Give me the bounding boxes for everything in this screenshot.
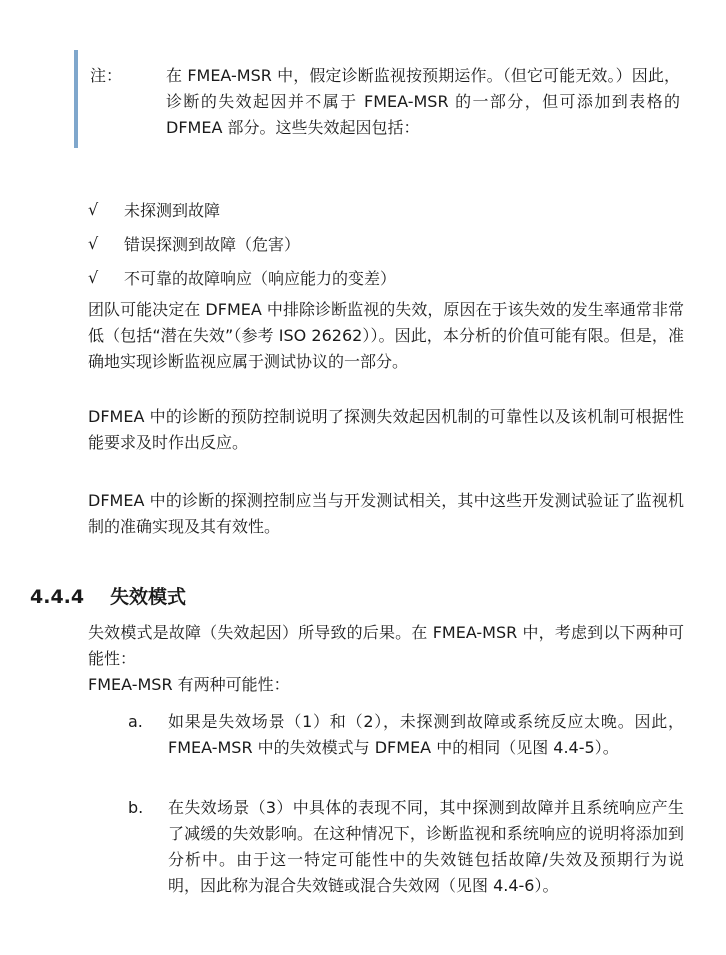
check-item-text: 未探测到故障: [124, 200, 221, 220]
note-text: 在 FMEA-MSR 中，假定诊断监视按预期运作。（但它可能无效。）因此，诊断的失效起因并不属于 FMEA-MSR 的一部分，但可添加到表格的 DFMEA 部分。这些失效起因包括：: [166, 66, 680, 137]
list-item-text: 在失效场景（3）中具体的表现不同，其中探测到故障并且系统响应产生了减缓的失效影响。在这种情况下，诊断监视和系统响应的说明将添加到分析中。由于这一特定可能性中的失效链包括故障/失效及预期行为说明，因此称为混合失效链或混合失效网（见图 4.4-6）。: [168, 798, 684, 895]
section-intro-text: 失效模式是故障（失效起因）所导致的后果。在 FMEA-MSR 中，考虑到以下两种可能性：: [88, 623, 684, 668]
paragraph-prevention-control: DFMEA 中的诊断的预防控制说明了探测失效起因机制的可靠性以及该机制可根据性能要求及时作出反应。: [88, 407, 684, 452]
possibility-list-b: [128, 795, 684, 899]
checkmark-icon: √: [88, 199, 99, 219]
possibility-list: [128, 709, 684, 761]
paragraph-detection-control: DFMEA 中的诊断的探测控制应当与开发测试相关，其中这些开发测试验证了监视机制的准确实现及其有效性。: [88, 491, 684, 536]
checkmark-icon: √: [88, 233, 99, 253]
check-item-text: 不可靠的故障响应（响应能力的变差）: [124, 268, 397, 288]
check-item: [88, 226, 396, 260]
check-item: [88, 260, 396, 294]
list-item-text: 如果是失效场景（1）和（2），未探测到故障或系统反应太晚。因此，FMEA-MSR 中的失效模式与 DFMEA 中的相同（见图 4.4-5）。: [168, 712, 684, 757]
list-marker: a.: [128, 712, 143, 731]
check-item: [88, 192, 396, 226]
note-label: 注：: [90, 66, 123, 85]
list-marker: b.: [128, 798, 144, 817]
list-item: [128, 795, 684, 899]
check-list: [88, 192, 396, 294]
paragraph-exclusion: 团队可能决定在 DFMEA 中排除诊断监视的失效，原因在于该失效的发生率通常非常低（包括“潜在失效”（参考 ISO 26262））。因此，本分析的价值可能有限。但是，准确地实现诊断监视应属于测试协议的一部分。: [88, 300, 684, 371]
note-box: [74, 50, 684, 148]
section-intro-text-2: FMEA-MSR 有两种可能性：: [88, 675, 290, 694]
note-accent-bar: [74, 50, 78, 148]
section-intro: [88, 620, 684, 698]
section-heading: [30, 583, 186, 611]
section-number: 4.4.4: [30, 586, 85, 608]
checkmark-icon: √: [88, 267, 99, 287]
section-title: 失效模式: [110, 586, 187, 608]
check-item-text: 错误探测到故障（危害）: [124, 234, 301, 254]
list-item: [128, 709, 684, 761]
